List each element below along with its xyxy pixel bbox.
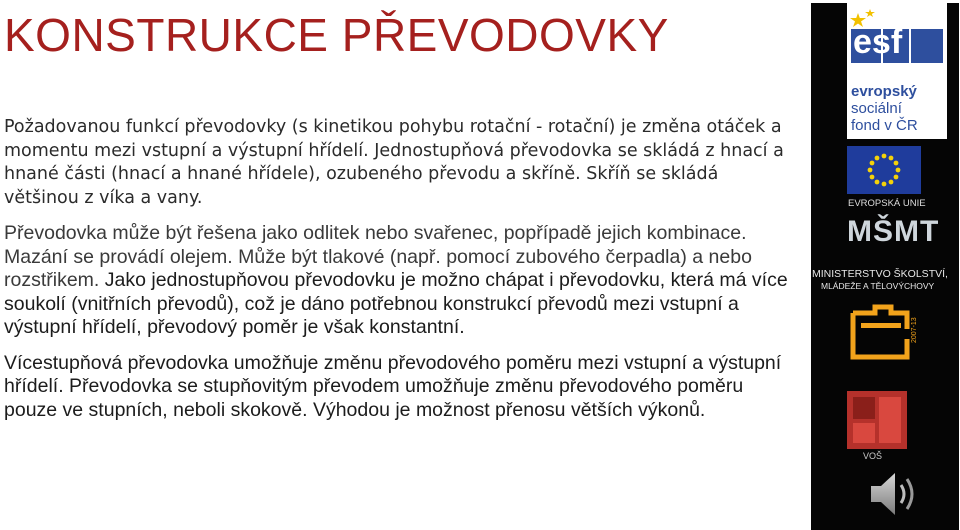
op-year: 2007-13 [911, 317, 918, 343]
esf-line-2: sociální [851, 100, 902, 117]
slide-title: KONSTRUKCE PŘEVODOVKY [4, 9, 669, 61]
eu-flag [847, 146, 921, 194]
paragraph-3: Vícestupňová převodovka umožňuje změnu převodového poměru mezi vstupní a výstupní hřídelí. Převodovka se stupňovitým převodem umožňuje změnu převodového poměru pouze ve stupních, neboli skokově. Výhodou je možnost přenosu větších výkonů. [4, 351, 782, 421]
eu-label: EVROPSKÁ UNIE [848, 198, 926, 209]
msmt-line-1: MINISTERSTVO ŠKOLSTVÍ, [812, 268, 948, 280]
eu-stars-icon [847, 146, 921, 194]
paragraph-1: Požadovanou funkcí převodovky (s kinetikou pohybu rotační - rotační) je změna otáček a momentu mezi vstupní a výstupní hřídelí. Jednostupňová převodovka se skládá z hnací a hnané části (hnací a hnané hřídele), ozubeného převodu a skříně. Skříň se skládá většinou z víka a vany. [4, 117, 784, 208]
paragraph-2-part-b: Jako jednostupňovou převodovku je možno chápat i převodovku, která má více soukolí (vnitřních převodů), což je dáno potřebnou konstrukcí převodů mezi vstupní a výstupní hřídelí, převodový poměr je však konstantní. [4, 269, 788, 338]
school-logo [847, 391, 907, 449]
msmt-logo: MŠMT [847, 215, 940, 248]
slide-body [4, 116, 794, 422]
school-label: VOŠ [863, 451, 883, 461]
esf-line-1: evropský [851, 83, 917, 100]
speaker-icon[interactable] [867, 469, 923, 519]
paragraph-2 [4, 222, 794, 340]
esf-logo [847, 3, 947, 139]
esf-line-3: fond v ČR [851, 117, 918, 134]
esf-logo-text: esf [853, 23, 903, 61]
op-logo-icon [847, 299, 919, 361]
msmt-line-2: MLÁDEŽE A TĚLOVÝCHOVY [821, 281, 935, 291]
school-mark-icon [847, 391, 907, 449]
paragraph-2-part-a: Převodovka může být řešena jako odlitek nebo svařenec, popřípadě jejich kombinace. Mazání se provádí olejem. Může být tlakové (např. pomocí zubového čerpadla) a nebo rozstřikem. [4, 222, 752, 291]
logo-sidebar [811, 3, 959, 530]
